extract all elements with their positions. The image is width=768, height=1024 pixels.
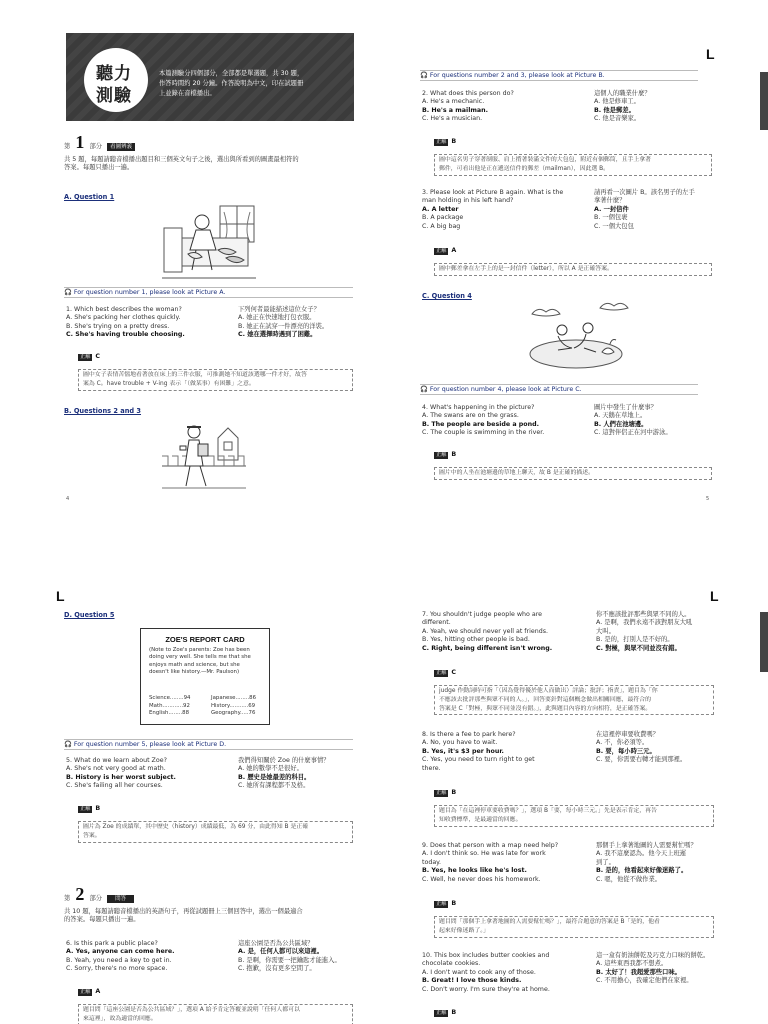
question-10-english: 10. This box includes butter cookies and chocolate cookies. A. I don't want to cook any of those. B. Great! I love those kinds. C. Don't worry. I'm sure they're at home. xyxy=(422,952,550,993)
explanation-3: 圖中郵差拿在左手上的是一封信件（letter），所以 A 是正確答案。 xyxy=(434,263,712,276)
page-7 xyxy=(384,512,768,1024)
report-card-grades-right: Japanese........86 History...........69 Geography.....76 xyxy=(211,695,257,717)
answer-2: 正解 B xyxy=(436,138,457,145)
headphones-icon: 🎧 xyxy=(420,386,428,393)
explanation-6: 題目問「這座公園是否為公共區域？」，選項 A 給予肯定答覆並說明「任何人都可以 來這裡」，故為適當的回應。 xyxy=(78,1004,353,1024)
part-heading: 第 1 部分 看圖辨義 xyxy=(64,132,135,153)
explanation-2: 圖中這名男子穿著制服、肩上揹著裝滿文件的大包包，附近有個郵筒，且手上拿著 郵件，可看出他是正在遞送信件的郵差（mailman），因此選 B。 xyxy=(434,154,712,176)
chapter-side-tab xyxy=(760,72,768,130)
headphones-icon: 🎧 xyxy=(420,72,428,79)
corner-mark: L xyxy=(710,588,719,604)
banner-title-line1: 聽力 xyxy=(96,64,132,84)
answer-4: 正解 B xyxy=(436,451,457,458)
banner-title-line2: 測驗 xyxy=(96,86,132,106)
part-tag: 看圖辨義 xyxy=(107,143,135,151)
question-4-english: 4. What's happening in the picture? A. The swans are on the grass. B. The people are beside a pond. C. The couple is swimming in the river. xyxy=(422,404,545,437)
question-7-chinese: 你不應該批評那些與眾不同的人。 A. 是啊，我們永遠不該對朋友大吼 大叫。 B. 是的，打別人是不好的。 C. 對極，與眾不同並沒有錯。 xyxy=(596,611,693,652)
question-1-english: 1. Which best describes the woman? A. She's packing her clothes quickly. B. She's trying on a pretty dress. C. She's having trouble choosing. xyxy=(66,306,185,339)
question-9-english: 9. Does that person with a map need help? A. I don't think so. He was late for work today. B. Yes, he looks like he's lost. C. Well, he never does his homework. xyxy=(422,842,559,883)
page-4 xyxy=(0,0,384,512)
question-b-title: B. Questions 2 and 3 xyxy=(64,407,142,415)
question-6-english: 6. Is this park a public place? A. Yes, anyone can come here. B. Yeah, you need a key to get in. C. Sorry, there's no more space. xyxy=(66,940,175,973)
explanation-5: 圖片為 Zoe 的成績單，其中歷史（history）成績最低，為 69 分，由此得知 B 是正確 答案。 xyxy=(78,821,353,843)
question-10-chinese: 這一盒有奶油餅乾及巧克力口味的餅乾。 A. 這些東西我都不想煮。 B. 太好了！我超愛那些口味。 C. 不用擔心，我確定他們在家裡。 xyxy=(596,952,710,985)
section-banner xyxy=(66,33,354,121)
question-5-chinese: 我們得知關於 Zoe 的什麼事情？ A. 她的數學不是很好。 B. 歷史是她最差的科目。 C. 她所有課程都不及格。 xyxy=(238,757,330,790)
picture-a-illustration xyxy=(160,202,258,282)
audio-instruction-bar: 🎧 For question number 4, please look at Picture C. xyxy=(420,384,698,395)
chapter-side-tab xyxy=(760,612,768,672)
banner-description: 本篇測驗分四個部分，全部都是單選題，共 30 題， 作答時間約 20 分鐘。作答說明為中文，印在試題冊 上並錄在音檔播出。 xyxy=(159,70,304,97)
question-a-title: A. Question 1 xyxy=(64,193,115,201)
answer-7: 正解 C xyxy=(436,669,457,676)
question-9-chinese: 那個手上拿著地圖的人需要幫忙嗎？ A. 我不這麼認為。他今天上班遲 到了。 B. 是的，他看起來好像迷路了。 C. 嗯，他從不做作業。 xyxy=(596,842,697,883)
answer-5: 正解 B xyxy=(80,805,101,812)
answer-6: 正解 A xyxy=(80,988,101,995)
question-7-english: 7. You shouldn't judge people who are different. A. Yeah, we should never yell at friends. B. Yes, hitting other people is bad. C. Right, being different isn't wrong. xyxy=(422,611,553,652)
explanation-1: 圖中女子表情苦惱地看著放在床上的三件衣服，可推測她不知道該選哪一件才好，故答 案為 C。have trouble + V-ing 表示「（做某事）有困難」之意。 xyxy=(78,369,353,391)
report-card-note: (Note to Zoe's parents: Zoe has been doing very well. She tells me that she enjoys math and science, but she doesn't like history.—Mr. Paulson) xyxy=(149,647,251,676)
corner-mark: L xyxy=(706,46,715,62)
page-number: 5 xyxy=(706,496,710,502)
audio-instruction-bar: 🎧 For questions number 2 and 3, please look at Picture B. xyxy=(420,70,698,81)
audio-instruction-bar: 🎧 For question number 1, please look at Picture A. xyxy=(64,287,353,298)
question-8-chinese: 在這裡停車要收費嗎？ A. 不，你必須等。 B. 要，每小時三元。 C. 要，你需要右轉才能到那裡。 xyxy=(596,731,687,764)
question-1-chinese: 下列何者最能描述這位女子？ A. 她正在快速地打包衣服。 B. 她正在試穿一件漂亮的洋裝。 C. 她在選擇時遇到了困難。 xyxy=(238,306,329,339)
answer-3: 正解 A xyxy=(436,247,457,254)
question-4-chinese: 圖片中發生了什麼事？ A. 天鵝在草地上。 B. 人們在池塘邊。 C. 這對伴侶正在河中游泳。 xyxy=(594,404,672,437)
report-card-grades-left: Science........94 Math............92 English........88 xyxy=(149,695,191,717)
page-number: 4 xyxy=(66,496,70,502)
answer-10: 正解 B xyxy=(436,1009,457,1016)
picture-c-illustration xyxy=(524,300,634,374)
page-5 xyxy=(384,0,768,512)
picture-b-illustration xyxy=(160,416,248,494)
question-c-title: C. Question 4 xyxy=(422,292,472,300)
page-6 xyxy=(0,512,384,1024)
question-8-english: 8. Is there a fee to park here? A. No, you have to wait. B. Yes, it's $3 per hour. C. Yes, you need to turn right to get there. xyxy=(422,731,535,772)
answer-8: 正解 B xyxy=(436,789,457,796)
question-2-english: 2. What does this person do? A. He's a mechanic. B. He's a mailman. C. He's a musician. xyxy=(422,90,514,123)
part-heading: 第 2 部分 問答 xyxy=(64,884,134,905)
part-intro: 共 10 題，每題請聽音檔播出的英語句子，再從試題冊上三個回答中，選出一個最適合 的答案。每題只播出一遍。 xyxy=(64,908,303,924)
explanation-4: 圖片中的人坐在池塘邊的草地上聊天，故 B 是正確的描述。 xyxy=(434,467,712,480)
question-3-english: 3. Please look at Picture B again. What is the man holding in his left hand? A. A letter B. A package C. A big bag xyxy=(422,189,564,230)
part-tag: 問答 xyxy=(107,895,134,903)
question-5-english: 5. What do we learn about Zoe? A. She's not very good at math. B. History is her worst subject. C. She's failing all her courses. xyxy=(66,757,176,790)
headphones-icon: 🎧 xyxy=(64,741,72,748)
answer-1: 正解 C xyxy=(80,353,101,360)
audio-instruction-bar: 🎧 For question number 5, please look at Picture D. xyxy=(64,739,353,750)
answer-9: 正解 B xyxy=(436,900,457,907)
question-d-title: D. Question 5 xyxy=(64,611,115,619)
part-intro: 共 5 題，每題請聽音檔播出題目和三個英文句子之後，選出與所看到的圖畫最相符的 答案。每題只播出一遍。 xyxy=(64,156,299,172)
question-2-chinese: 這個人的職業什麼？ A. 他是修車工。 B. 他是郵差。 C. 他是音樂家。 xyxy=(594,90,651,123)
question-6-chinese: 這座公園是否為公共區域？ A. 是，任何人都可以來這裡。 B. 是啊，你需要一把鑰匙才能進入。 C. 抱歉，沒有更多空間了。 xyxy=(238,940,341,973)
headphones-icon: 🎧 xyxy=(64,289,72,296)
explanation-8: 題目為「在這裡停車要收費嗎？」，選項 B「要，每小時三元。」先是表示肯定，再告 知收費標準，是最適當的回應。 xyxy=(434,805,714,827)
report-card-picture xyxy=(140,628,270,725)
question-3-chinese: 請再看一次圖片 B。該名男子的左手 拿著什麼？ A. 一封信件 B. 一個包裹 C. 一個大包包 xyxy=(594,189,695,230)
explanation-7: judge 作動詞時可指「（因為覺得優於他人而做出）評論；批評；指責」，題目為「你 不應該去批評那些與眾不同的人。」，回答要針對這個概念做出相關回應，最符合的 答案是 C「對極，與眾不同並沒有錯。」，此與題目內容的方向相符，是正確答案。 xyxy=(434,685,714,715)
report-card-title: ZOE'S REPORT CARD xyxy=(165,635,245,644)
corner-mark: L xyxy=(56,588,65,604)
explanation-9: 題目問「那個手上拿著地圖的人需要幫忙嗎？」，最符合題意的答案是 B「是的，他看 起來好像迷路了。」 xyxy=(434,916,714,938)
